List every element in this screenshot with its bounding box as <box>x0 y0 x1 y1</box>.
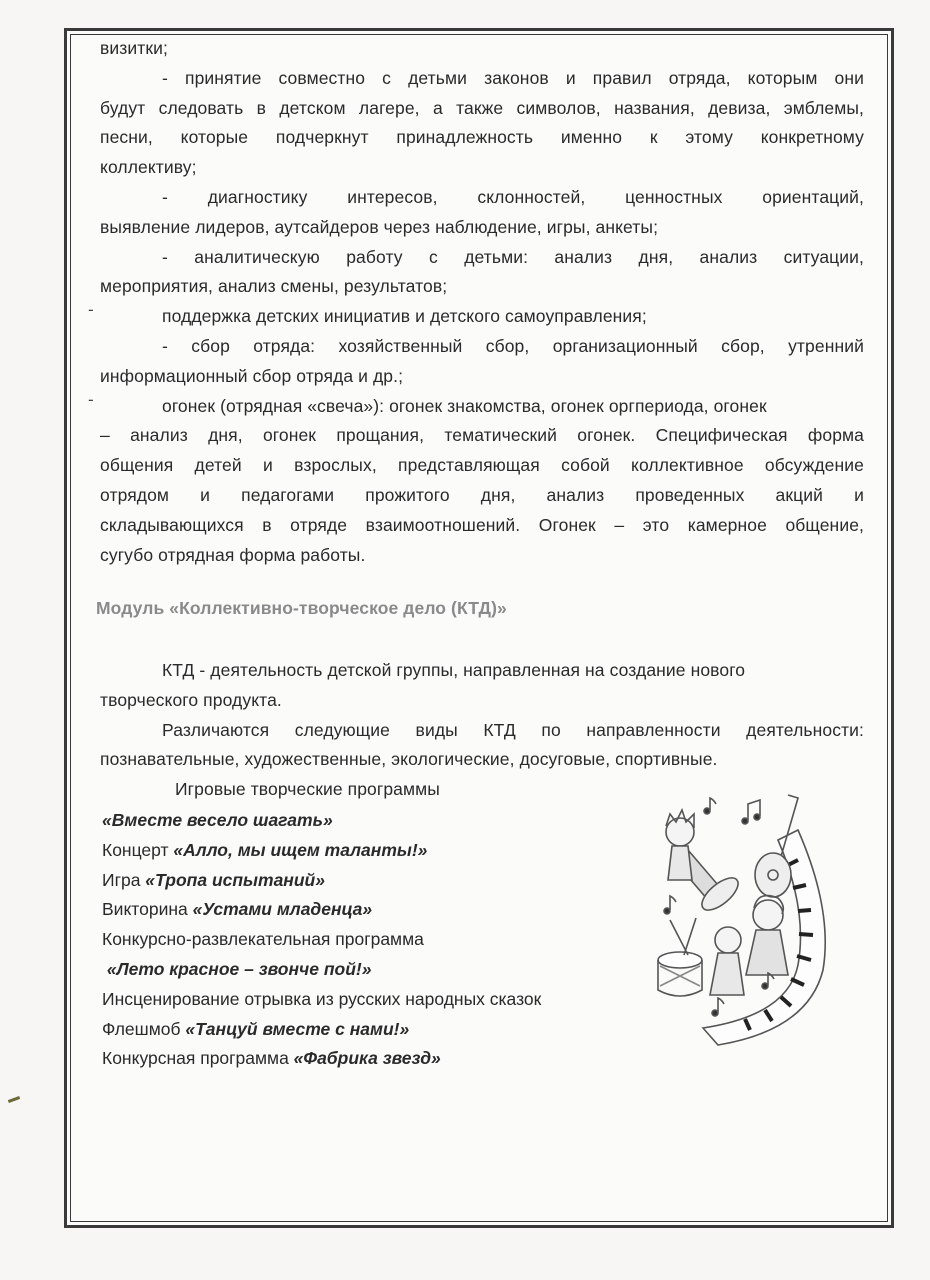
text-line: Различаются следующие виды КТД по направленности деятельности: <box>162 719 864 740</box>
text-line: огонек (отрядная «свеча»): огонек знакомства, огонек оргпериода, огонек <box>162 395 767 416</box>
list-item: Концерт «Алло, мы ищем таланты!» <box>102 839 428 860</box>
list-item: «Лето красное – звонче пой!» <box>106 958 372 979</box>
list-item: Конкурсная программа «Фабрика звезд» <box>102 1048 441 1069</box>
list-item: Игра «Тропа испытаний» <box>102 869 325 890</box>
text-line: визитки; <box>100 38 168 58</box>
text-line: мероприятия, анализ смены, результатов; <box>100 276 448 297</box>
programs-title: Игровые творческие программы <box>175 779 440 800</box>
text-line: будут следовать в детском лагере, а также символов, названия, девиза, эмблемы, <box>100 97 864 118</box>
text-line: выявление лидеров, аутсайдеров через наблюдение, игры, анкеты; <box>100 216 659 237</box>
text-line: поддержка детских инициатив и детского самоуправления; <box>162 306 647 327</box>
text-line: отрядом и педагогами прожитого дня, анализ проведенных акций и <box>100 484 864 505</box>
module-text-block <box>100 656 864 805</box>
children-music-icon <box>648 790 858 1050</box>
text-line: - аналитическую работу с детьми: анализ дня, анализ ситуации, <box>162 246 864 267</box>
text-line: сугубо отрядная форма работы. <box>100 544 366 565</box>
list-item: «Вместе весело шагать» <box>102 810 333 830</box>
text-line: КТД - деятельность детской группы, направленная на создание нового <box>162 660 746 680</box>
margin-dash: - <box>88 300 94 319</box>
list-item: Викторина «Устами младенца» <box>102 899 373 920</box>
text-line: информационный сбор отряда и др.; <box>100 365 404 386</box>
module-heading: Модуль «Коллективно-творческое дело (КТД)» <box>96 598 507 618</box>
scan-speck <box>8 1096 20 1103</box>
text-line: познавательные, художественные, экологические, досуговые, спортивные. <box>100 749 718 770</box>
list-item: Конкурсно-развлекательная программа <box>102 929 424 950</box>
top-text-block <box>100 34 864 570</box>
text-line: - диагностику интересов, склонностей, ценностных ориентаций, <box>162 186 864 207</box>
text-line: - принятие совместно с детьми законов и правил отряда, которым они <box>162 67 864 88</box>
text-line: - сбор отряда: хозяйственный сбор, организационный сбор, утренний <box>162 335 864 356</box>
list-item: Инсценирование отрывка из русских народных сказок <box>102 988 542 1009</box>
text-line: общения детей и взрослых, представляющая собой коллективное обсуждение <box>100 455 864 476</box>
list-item: Флешмоб «Танцуй вместе с нами!» <box>102 1018 410 1039</box>
text-line: – анализ дня, огонек прощания, тематический огонек. Специфическая форма <box>100 425 864 446</box>
text-line: коллективу; <box>100 157 197 178</box>
program-list <box>102 806 541 1074</box>
margin-dash: - <box>88 390 94 409</box>
text-line: песни, которые подчеркнут принадлежность именно к этому конкретному <box>100 127 864 148</box>
text-line: складывающихся в отряде взаимоотношений. Огонек – это камерное общение, <box>100 514 864 535</box>
text-line: творческого продукта. <box>100 689 282 710</box>
